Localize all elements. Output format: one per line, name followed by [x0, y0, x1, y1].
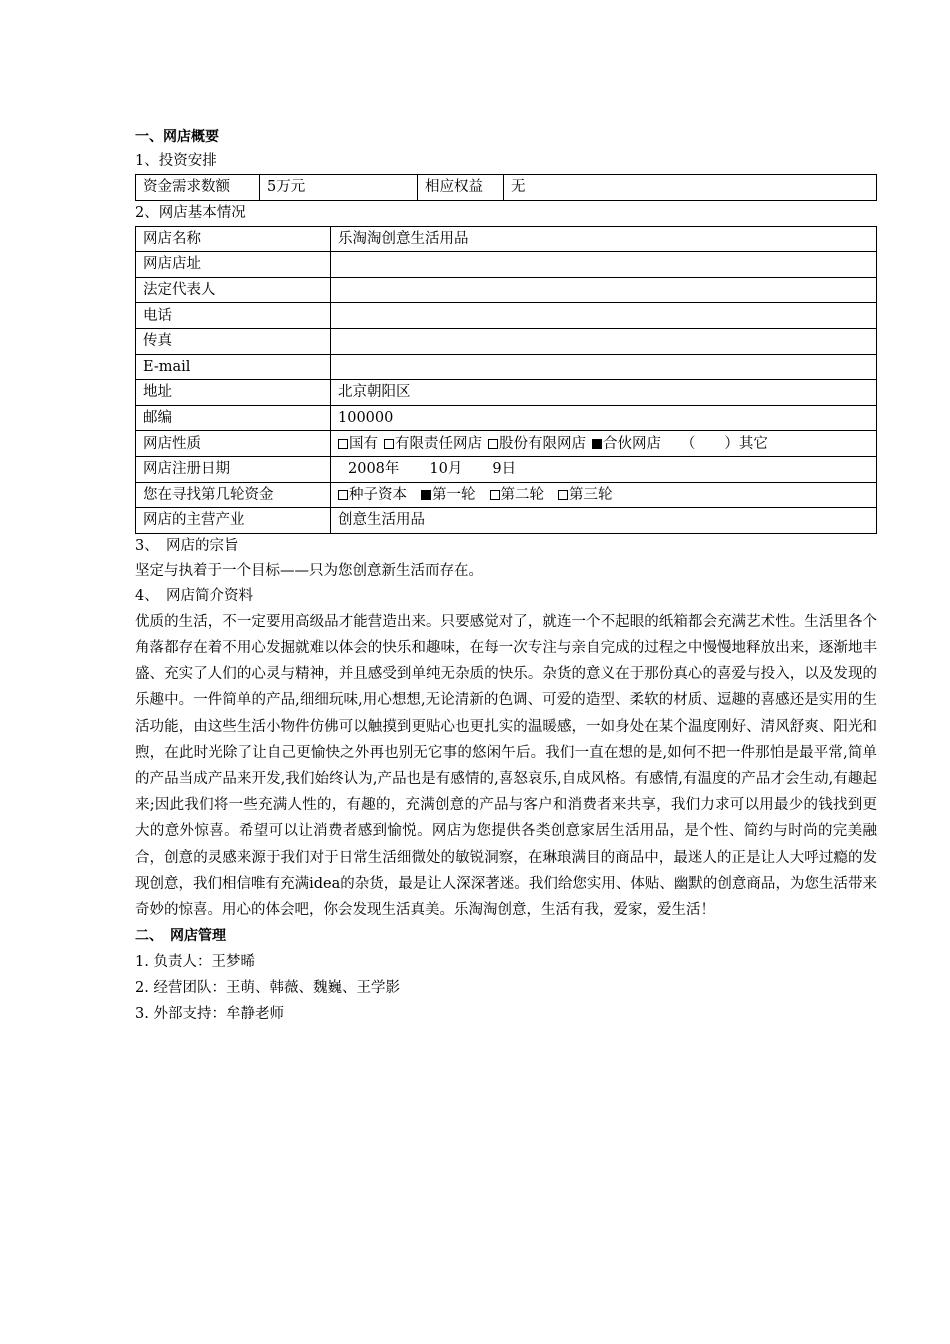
section1-heading: 一、网店概要: [135, 129, 219, 145]
basic-label: 2、网店基本情况: [135, 204, 246, 221]
field-label: 电话: [136, 303, 331, 329]
field-value: [331, 303, 877, 329]
table-row: [136, 226, 877, 252]
field-value: [331, 277, 877, 303]
management-item: 1. 负责人：王梦晞: [135, 954, 255, 971]
field-label: 邮编: [136, 405, 331, 431]
field-value: [331, 328, 877, 354]
purpose-label: 3、 网店的宗旨: [135, 537, 239, 554]
table-row: [136, 303, 877, 329]
regdate-day: 9日: [492, 461, 517, 478]
section2-heading: 二、 网店管理: [135, 928, 226, 945]
regdate-value: [331, 456, 877, 482]
field-value: 乐淘淘创意生活用品: [331, 226, 877, 252]
table-row: [136, 354, 877, 380]
invest-label: 1、投资安排: [135, 153, 217, 169]
table-row: [136, 482, 877, 508]
document-page: [135, 125, 877, 1027]
checkbox-empty-icon: [384, 439, 394, 449]
field-label: 网店名称: [136, 226, 331, 252]
table-row: [136, 175, 877, 201]
field-label: 网店店址: [136, 252, 331, 278]
checkbox-empty-icon: [338, 439, 348, 449]
checkbox-empty-icon: [488, 439, 498, 449]
table-row: [136, 405, 877, 431]
nature-option[interactable]: 国有: [338, 436, 378, 452]
intro-paragraph: 优质的生活，不一定要用高级品才能营造出来。只要感觉对了，就连一个不起眼的纸箱都会充满艺术性。生活里各个角落都存在着不用心发掘就难以体会的快乐和趣味，在每一次专注与亲自完成的过程之中慢慢地释放出来，逐渐地丰盛、充实了人们的心灵与精神，并且感受到单纯无杂质的快乐。杂货的意义在于那份真心的喜爱与投入，以及发现的乐趣中。一件简单的产品,细细玩味,用心想想,无论清新的色调、可爱的造型、柔软的材质、逗趣的喜感还是实用的生活功能，由这些生活小物件仿佛可以触摸到更贴心也更扎实的温暖感，一如身处在某个温度刚好、清风舒爽、阳光和煦，在此时光除了让自己更愉快之外再也别无它事的悠闲午后。我们一直在想的是,如何不把一件那怕是最平常,简单的产品当成产品来开发,我们始终认为,产品也是有感情的,喜怒哀乐,自成风格。有感情,有温度的产品才会生动,有趣起来;因此我们将一些充满人性的，有趣的，充满创意的产品与客户和消费者来共享，我们力求可以用最少的钱找到更大的意外惊喜。希望可以让消费者感到愉悦。网店为您提供各类创意家居生活用品，是个性、简约与时尚的完美融合，创意的灵感来源于我们对于日常生活细微处的敏锐洞察，在琳琅满目的商品中，最迷人的正是让人大呼过瘾的发现创意，我们相信唯有充满idea的杂货，最是让人深深著迷。我们给您实用、体贴、幽默的创意商品，为您生活带来奇妙的惊喜。用心的体会吧，你会发现生活真美。乐淘淘创意，生活有我，爱家，爱生活！: [135, 613, 877, 918]
table-row: [136, 328, 877, 354]
nature-option[interactable]: 有限责任网店: [384, 436, 482, 452]
checkbox-empty-icon: [558, 490, 568, 500]
nature-other: （ ）其它: [680, 435, 768, 452]
table-row: [136, 277, 877, 303]
nature-option[interactable]: 股份有限网店: [488, 436, 586, 452]
round-option[interactable]: 第一轮: [421, 487, 476, 503]
field-label: 网店的主营产业: [136, 508, 331, 534]
regdate-year: 2008年: [348, 461, 400, 478]
regdate-month: 10月: [429, 461, 463, 478]
table-row: [136, 380, 877, 406]
table-cell: 无: [504, 175, 877, 201]
purpose-text: 坚定与执着于一个目标——只为您创意新生活而存在。: [135, 562, 483, 579]
checkbox-empty-icon: [490, 490, 500, 500]
field-label: 地址: [136, 380, 331, 406]
table-cell: 资金需求数额: [136, 175, 260, 201]
intro-label: 4、 网店简介资料: [135, 587, 253, 604]
field-label: 网店性质: [136, 431, 331, 457]
table-cell: 5万元: [260, 175, 418, 201]
table-row: [136, 431, 877, 457]
nature-options: [331, 431, 877, 457]
table-row: [136, 252, 877, 278]
table-cell: 相应权益: [418, 175, 504, 201]
round-option[interactable]: 第三轮: [558, 487, 613, 503]
field-label: 网店注册日期: [136, 456, 331, 482]
field-label: 您在寻找第几轮资金: [136, 482, 331, 508]
table-row: [136, 456, 877, 482]
checkbox-filled-icon: [421, 490, 431, 500]
round-option[interactable]: 第二轮: [490, 487, 545, 503]
field-label: E-mail: [136, 354, 331, 380]
nature-option[interactable]: 合伙网店: [592, 436, 661, 452]
field-label: 法定代表人: [136, 277, 331, 303]
basic-info-table: [135, 226, 877, 534]
field-value: [331, 354, 877, 380]
checkbox-empty-icon: [338, 490, 348, 500]
invest-table: [135, 174, 877, 201]
field-label: 传真: [136, 328, 331, 354]
table-row: [136, 508, 877, 534]
field-value: 北京朝阳区: [331, 380, 877, 406]
management-item: 3. 外部支持：牟静老师: [135, 1006, 284, 1023]
field-value: [331, 252, 877, 278]
round-option[interactable]: 种子资本: [338, 487, 407, 503]
round-options: [331, 482, 877, 508]
field-value: 100000: [331, 405, 877, 431]
management-item: 2. 经营团队：王萌、韩薇、魏巍、王学影: [135, 980, 400, 997]
field-value: 创意生活用品: [331, 508, 877, 534]
checkbox-filled-icon: [592, 439, 602, 449]
